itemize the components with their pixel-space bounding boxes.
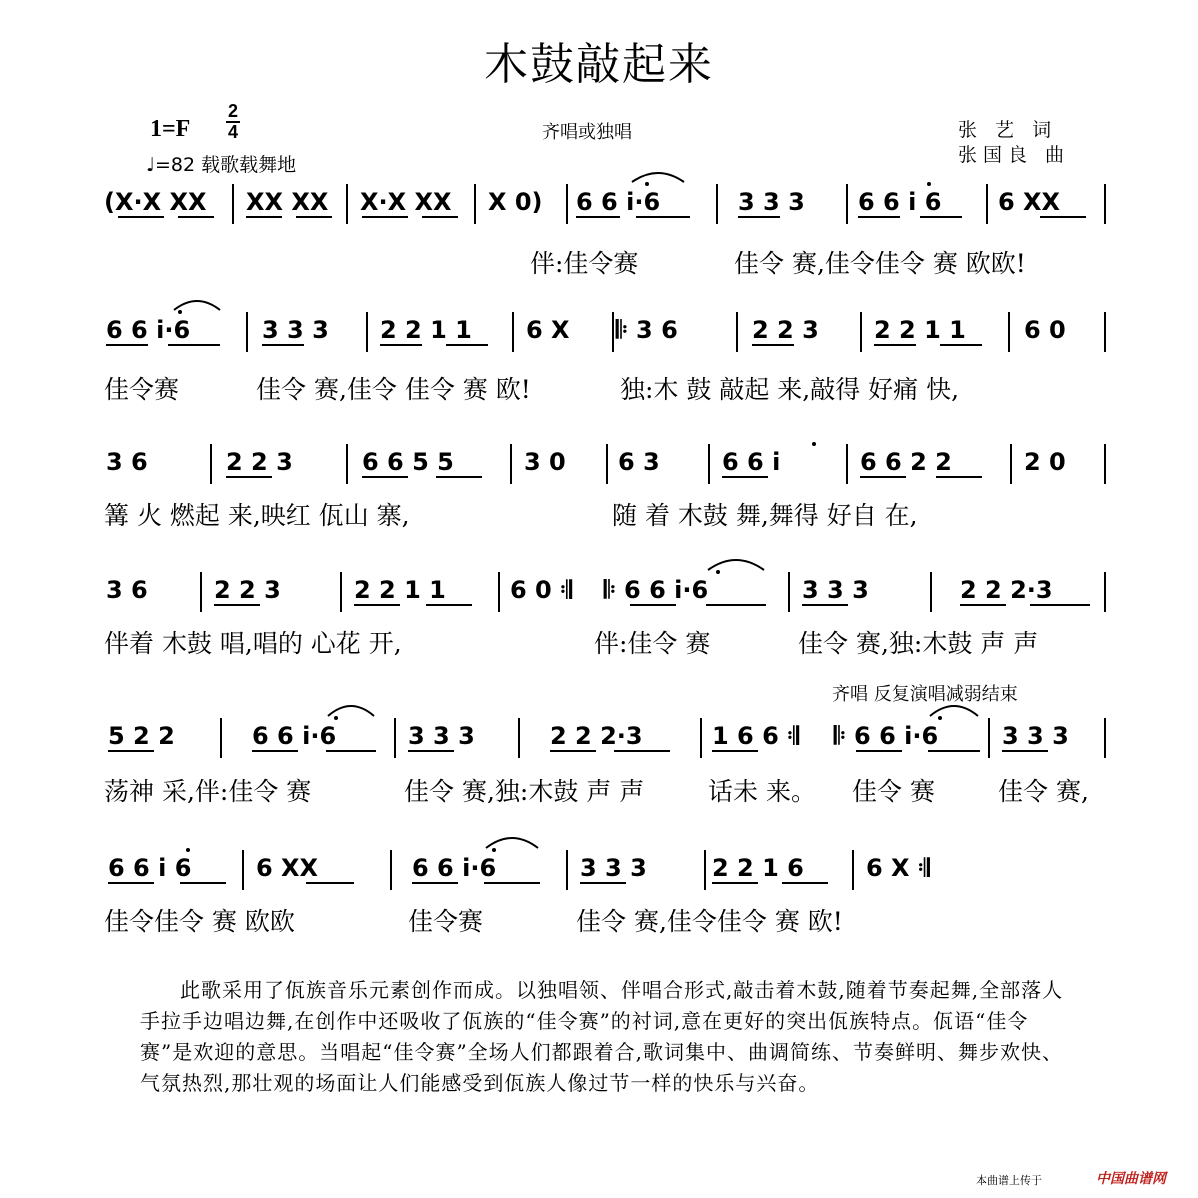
measure: 𝄆 6 6 i·6 bbox=[834, 722, 939, 750]
underline bbox=[940, 344, 982, 346]
barline bbox=[852, 850, 854, 890]
barline bbox=[606, 444, 608, 484]
measure: 2 2 3 bbox=[752, 316, 819, 344]
measure: (X·X XX bbox=[104, 188, 207, 216]
measure: 6 6 i·6 bbox=[412, 854, 497, 882]
score-row-4 bbox=[0, 576, 1198, 620]
underline bbox=[362, 476, 408, 478]
measure: 6 6 i·6 bbox=[576, 188, 661, 216]
lyric-segment: 佳令 赛,佳令 佳令 赛 欧! bbox=[256, 375, 531, 404]
lyrics-row-1 bbox=[0, 244, 1198, 278]
measure: 6 X bbox=[526, 316, 570, 344]
underline bbox=[108, 882, 154, 884]
measure: 3 6 bbox=[106, 576, 148, 604]
performance-note: 齐唱 反复演唱减弱结束 bbox=[832, 684, 1018, 705]
barline bbox=[1104, 312, 1106, 352]
barline bbox=[220, 718, 222, 758]
underline bbox=[1040, 216, 1086, 218]
measure: 2 2 1 1 bbox=[354, 576, 446, 604]
lyric-segment: 佳令赛 bbox=[408, 907, 484, 936]
measure: 6 X 𝄇 bbox=[866, 854, 930, 882]
measure: 2 2 2·3 bbox=[550, 722, 643, 750]
underline bbox=[860, 476, 906, 478]
barline bbox=[510, 444, 512, 484]
lyric-segment: 佳令 赛,佳令佳令 赛 欧欧! bbox=[734, 249, 1026, 278]
barline bbox=[704, 850, 706, 890]
underline bbox=[412, 882, 458, 884]
underline bbox=[636, 216, 690, 218]
lyrics-row-5 bbox=[0, 772, 1198, 806]
time-top: 2 bbox=[227, 101, 238, 121]
underline bbox=[580, 882, 626, 884]
barline bbox=[700, 718, 702, 758]
barline bbox=[988, 718, 990, 758]
slur bbox=[630, 168, 686, 184]
barline bbox=[340, 572, 342, 612]
underline bbox=[106, 344, 148, 346]
lyric-segment: 佳令佳令 赛 欧欧 bbox=[104, 907, 295, 936]
time-bottom: 4 bbox=[227, 122, 238, 142]
measure: 3 3 3 bbox=[580, 854, 647, 882]
underline bbox=[306, 882, 354, 884]
barline bbox=[846, 184, 848, 224]
key-signature: 1=F bbox=[150, 116, 191, 142]
measure: 2 2 3 bbox=[226, 448, 293, 476]
underline bbox=[802, 604, 848, 606]
measure: 5 2 2 bbox=[108, 722, 175, 750]
song-description: 此歌采用了佤族音乐元素创作而成。以独唱领、伴唱合形式,敲击着木鼓,随着节奏起舞,全部落人手拉手边唱边舞,在创作中还吸收了佤族的“佳令赛”的衬词,意在更好的突出佤族特点。佤语“佳令赛”是欢迎的意思。当唱起“佳令赛”全场人们都跟着合,歌词集中、曲调简练、节奏鲜明、舞步欢快、气氛热烈,那壮观的场面让人们能感受到佤族人像过节一样的快乐与兴奋。 bbox=[140, 978, 1064, 1095]
underline bbox=[484, 882, 540, 884]
underline bbox=[1002, 750, 1048, 752]
measure: 1 6 6 𝄇 bbox=[712, 722, 799, 750]
underline bbox=[858, 216, 900, 218]
underline bbox=[422, 216, 458, 218]
measure: 3 3 3 bbox=[262, 316, 329, 344]
measure: 6 6 i bbox=[722, 448, 781, 476]
barline bbox=[1104, 184, 1106, 224]
barline bbox=[716, 184, 718, 224]
underline bbox=[262, 344, 304, 346]
underline bbox=[920, 216, 962, 218]
underline bbox=[752, 344, 794, 346]
barline bbox=[246, 312, 248, 352]
score-row-6 bbox=[0, 854, 1198, 898]
measure: 6 0 bbox=[1024, 316, 1066, 344]
composer-credit: 张国良 曲 bbox=[958, 144, 1071, 166]
lyric-segment: 伴:佳令赛 bbox=[530, 249, 639, 278]
measure: 2 2 3 bbox=[214, 576, 281, 604]
measure: 3 3 3 bbox=[1002, 722, 1069, 750]
high-octave-dot bbox=[927, 182, 931, 186]
underline bbox=[1030, 604, 1090, 606]
measure: 3 3 3 bbox=[738, 188, 805, 216]
barline bbox=[1008, 312, 1010, 352]
barline bbox=[232, 184, 234, 224]
measure: 3 6 bbox=[106, 448, 148, 476]
measure: 𝄆 6 6 i·6 bbox=[604, 576, 709, 604]
underline bbox=[246, 216, 282, 218]
underline bbox=[408, 750, 454, 752]
barline bbox=[512, 312, 514, 352]
measure: XX XX bbox=[246, 188, 329, 216]
barline bbox=[788, 572, 790, 612]
lyric-segment: 随 着 木鼓 舞,舞得 好自 在, bbox=[612, 501, 918, 530]
lyrics-row-2 bbox=[0, 370, 1198, 404]
underline bbox=[712, 750, 758, 752]
measure: 3 3 3 bbox=[802, 576, 869, 604]
lyricist-credit: 张 艺 词 bbox=[958, 119, 1058, 141]
measure: 6 6 i 6 bbox=[108, 854, 192, 882]
measure: 6 0 𝄇 bbox=[510, 576, 572, 604]
score-row-2 bbox=[0, 316, 1198, 360]
measure: 6 XX bbox=[998, 188, 1061, 216]
measure: 6 6 2 2 bbox=[860, 448, 952, 476]
score-row-5 bbox=[0, 722, 1198, 766]
lyric-segment: 佳令 赛 bbox=[852, 777, 935, 806]
barline bbox=[346, 184, 348, 224]
underline bbox=[550, 750, 596, 752]
underline bbox=[436, 476, 482, 478]
underline bbox=[426, 604, 472, 606]
barline bbox=[1104, 718, 1106, 758]
lyric-segment: 佳令 赛,佳令佳令 赛 欧! bbox=[576, 907, 843, 936]
measure: 2 2 1 1 bbox=[380, 316, 472, 344]
underline bbox=[874, 344, 916, 346]
song-title: 木鼓敲起来 bbox=[484, 39, 714, 90]
measure: 3 3 3 bbox=[408, 722, 475, 750]
underline bbox=[118, 216, 164, 218]
barline bbox=[566, 184, 568, 224]
underline bbox=[178, 216, 214, 218]
time-signature bbox=[226, 102, 240, 142]
measure: 6 6 i·6 bbox=[106, 316, 191, 344]
measure: 3 0 bbox=[524, 448, 566, 476]
underline bbox=[936, 476, 982, 478]
measure: 2 2 1 1 bbox=[874, 316, 966, 344]
lyric-segment: 佳令 赛,独:木鼓 声 声 bbox=[798, 629, 1039, 658]
lyric-segment: 篝 火 燃起 来,映红 佤山 寨, bbox=[104, 501, 410, 530]
underline bbox=[738, 216, 780, 218]
score-row-3 bbox=[0, 448, 1198, 492]
underline bbox=[722, 476, 768, 478]
slur bbox=[706, 554, 766, 572]
barline bbox=[986, 184, 988, 224]
underline bbox=[446, 344, 488, 346]
lyrics-row-4 bbox=[0, 624, 1198, 658]
barline bbox=[708, 444, 710, 484]
underline bbox=[180, 882, 226, 884]
underline bbox=[108, 750, 154, 752]
barline bbox=[210, 444, 212, 484]
measure: 6 6 i·6 bbox=[252, 722, 337, 750]
measure: 2 2 2·3 bbox=[960, 576, 1053, 604]
barline bbox=[242, 850, 244, 890]
barline bbox=[736, 312, 738, 352]
tempo-marking: ♩=82 载歌载舞地 bbox=[146, 154, 297, 176]
underline bbox=[928, 750, 980, 752]
underline bbox=[252, 750, 298, 752]
lyric-segment: 荡神 采,伴:佳令 赛 bbox=[104, 777, 312, 806]
underline bbox=[226, 476, 272, 478]
slur bbox=[928, 700, 980, 718]
measure: 6 6 i 6 bbox=[858, 188, 942, 216]
lyric-segment: 话未 来。 bbox=[708, 777, 816, 806]
underline bbox=[380, 344, 422, 346]
barline bbox=[612, 312, 614, 352]
barline bbox=[474, 184, 476, 224]
underline bbox=[354, 604, 400, 606]
barline bbox=[846, 444, 848, 484]
measure: X·X XX bbox=[360, 188, 452, 216]
underline bbox=[856, 750, 902, 752]
barline bbox=[394, 718, 396, 758]
high-octave-dot bbox=[812, 442, 816, 446]
high-octave-dot bbox=[186, 848, 190, 852]
measure: X 0) bbox=[488, 188, 543, 216]
slur bbox=[326, 700, 376, 718]
barline bbox=[1104, 572, 1106, 612]
lyric-segment: 佳令 赛, bbox=[998, 777, 1089, 806]
measure: 𝄆 3 6 bbox=[616, 316, 678, 344]
score-row-1 bbox=[0, 188, 1198, 232]
barline bbox=[1104, 444, 1106, 484]
underline bbox=[296, 216, 332, 218]
lyric-segment: 伴着 木鼓 唱,唱的 心花 开, bbox=[104, 629, 402, 658]
measure: 6 XX bbox=[256, 854, 319, 882]
barline bbox=[390, 850, 392, 890]
lyric-segment: 独:木 鼓 敲起 来,敲得 好痛 快, bbox=[620, 375, 960, 404]
upload-note: 本曲谱上传于 bbox=[976, 1174, 1042, 1187]
measure: 6 3 bbox=[618, 448, 660, 476]
performance-mode: 齐唱或独唱 bbox=[542, 122, 632, 143]
barline bbox=[518, 718, 520, 758]
barline bbox=[346, 444, 348, 484]
lyrics-row-6 bbox=[0, 902, 1198, 936]
barline bbox=[1010, 444, 1012, 484]
underline bbox=[362, 216, 408, 218]
underline bbox=[706, 604, 766, 606]
underline bbox=[576, 216, 620, 218]
underline bbox=[326, 750, 376, 752]
barline bbox=[860, 312, 862, 352]
barline bbox=[200, 572, 202, 612]
measure: 2 2 1 6 bbox=[712, 854, 804, 882]
lyric-segment: 佳令赛 bbox=[104, 375, 180, 404]
lyric-segment: 伴:佳令 赛 bbox=[594, 629, 711, 658]
barline bbox=[498, 572, 500, 612]
measure: 6 6 5 5 bbox=[362, 448, 454, 476]
underline bbox=[960, 604, 1006, 606]
underline bbox=[614, 750, 670, 752]
credits bbox=[958, 118, 1070, 168]
underline bbox=[630, 604, 676, 606]
lyrics-row-3 bbox=[0, 496, 1198, 530]
barline bbox=[566, 850, 568, 890]
barline bbox=[366, 312, 368, 352]
underline bbox=[782, 882, 828, 884]
barline bbox=[930, 572, 932, 612]
measure: 2 0 bbox=[1024, 448, 1066, 476]
lyric-segment: 佳令 赛,独:木鼓 声 声 bbox=[404, 777, 645, 806]
underline bbox=[712, 882, 758, 884]
underline bbox=[168, 344, 220, 346]
slur bbox=[172, 296, 222, 312]
slur bbox=[484, 832, 540, 850]
underline bbox=[214, 604, 260, 606]
site-logo[interactable]: 中国曲谱网 bbox=[1096, 1171, 1166, 1187]
